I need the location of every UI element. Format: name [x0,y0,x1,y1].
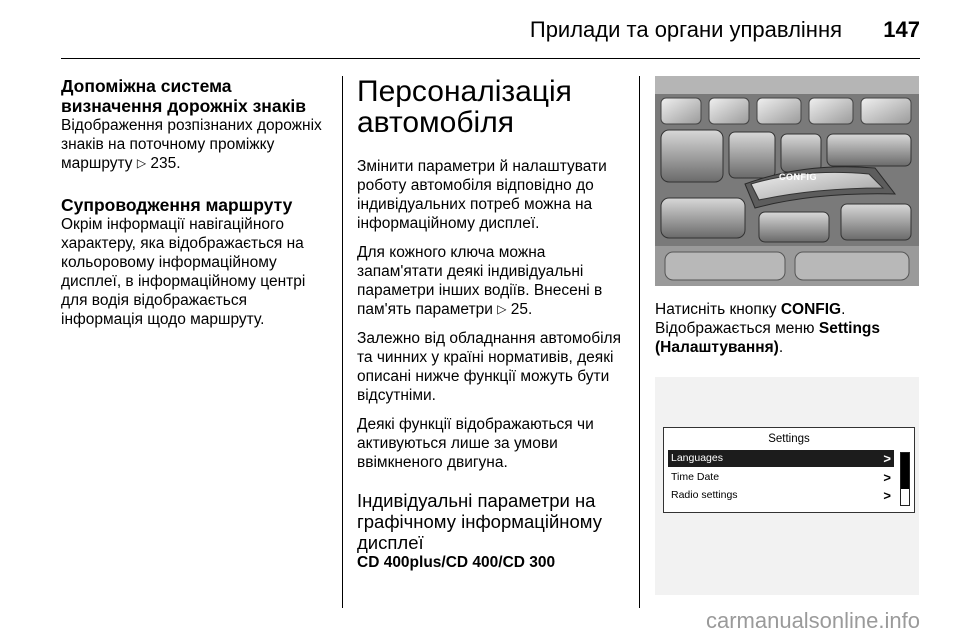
column-divider [342,76,343,608]
settings-display-title: Settings [768,433,810,445]
section-heading-route: Супроводження маршруту [61,195,293,215]
settings-scrollbar [900,452,910,506]
settings-display [663,427,915,513]
paragraph-route: Окрім інформації навігаційного характеру, яка відображається на кольоровому інформаційному дисплеї, в інформаційному центрі для водія відображається інформація щодо маршруту. [61,216,306,328]
chapter-title: Прилади та органи управління [529,17,842,42]
header-rule [61,58,920,59]
settings-menu-item: Radio settings > [671,488,891,503]
column-left [61,76,329,329]
config-button-label: CONFIG [779,172,817,182]
paragraph-engine: Деякі функції відображаються чи активуються лише за умови ввімкненого двигуна. [357,416,594,471]
paragraph-press-config: Натисніть кнопку CONFIG. [655,301,846,318]
scrollbar-thumb [901,453,909,489]
page-reference: 25. [510,301,533,318]
column-right [655,76,920,595]
chevron-right-icon: > [883,488,891,503]
settings-menu-item: Languages > [668,450,894,467]
chevron-right-icon: > [883,470,891,485]
triangle-right-icon: ▷ [497,302,507,316]
settings-screen-illustration [655,377,919,595]
page-number: 147 [883,17,920,42]
model-list: CD 400plus/CD 400/CD 300 [357,554,556,571]
chevron-right-icon: > [883,451,891,466]
watermark: carmanualsonline.info [705,608,920,633]
triangle-right-icon: ▷ [136,156,147,170]
paragraph-settings-menu: Відображається меню Settings (Налаштування). [655,320,881,356]
paragraph-memory: Для кожного ключа можна запам'ятати деякі індивідуальні параметри інших водіїв. Внесені в пам'ять параметри ▷ 25. [357,244,603,318]
column-middle [357,76,627,572]
section-heading-traffic-sign: Допоміжна система визначення дорожніх знаків [61,76,306,116]
paragraph-traffic-sign: Відображення розпізнаних дорожніх знаків на поточному проміжку маршруту ▷ 235. [61,117,322,172]
paragraph-equipment: Залежно від обладнання автомобіля та чинних у країні нормативів, деякі описані нижче функції можуть бути відсутніми. [357,330,621,404]
section-title-personalization: Персоналізація автомобіля [357,75,572,139]
page-header [0,0,960,62]
settings-menu-item: Time Date > [671,470,891,485]
center-console-photo [655,76,919,286]
paragraph-intro: Змінити параметри й налаштувати роботу автомобіля відповідно до індивідуальних потреб можна на інформаційному дисплеї. [357,158,607,232]
subsection-heading-graphic-display: Індивідуальні параметри на графічному інформаційному дисплеї [357,490,602,553]
page-reference: 235. [150,155,181,172]
column-divider [639,76,640,608]
